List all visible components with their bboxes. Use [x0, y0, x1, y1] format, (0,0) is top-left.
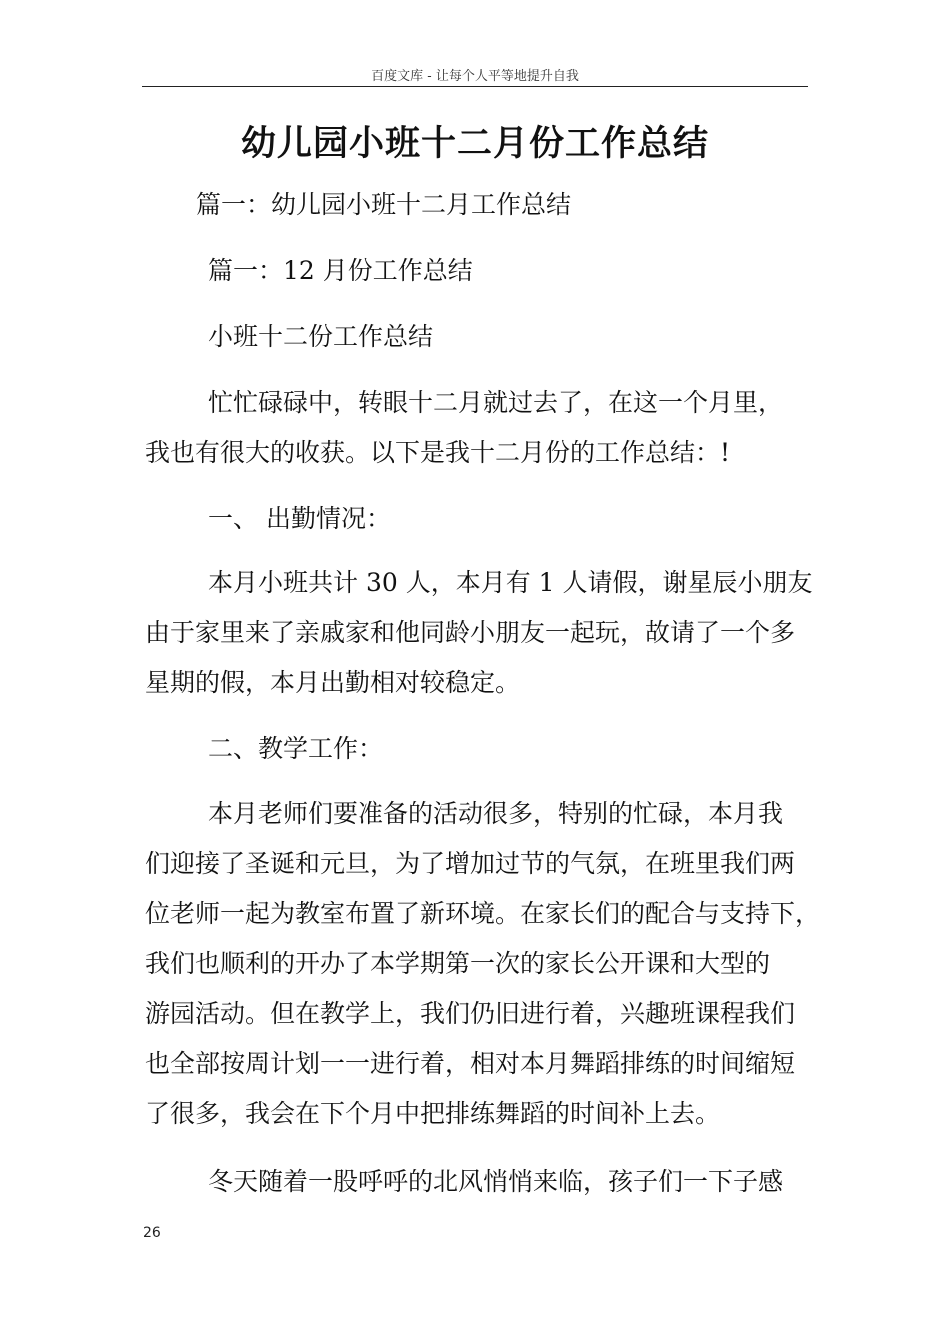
paragraph-line: 也全部按周计划一一进行着，相对本月舞蹈排练的时间缩短: [145, 1049, 796, 1078]
page-header: 百度文库 - 让每个人平等地提升自我: [371, 69, 579, 84]
paragraph-line: 我们也顺利的开办了本学期第一次的家长公开课和大型的: [145, 949, 771, 978]
paragraph-line: 游园活动。但在教学上，我们仍旧进行着，兴趣班课程我们: [145, 999, 796, 1028]
paragraph-line: 本月老师们要准备的活动很多，特别的忙碌，本月我: [208, 799, 784, 828]
paragraph-line: 星期的假，本月出勤相对较稳定。: [145, 668, 521, 697]
paragraph-line: 了很多，我会在下个月中把排练舞蹈的时间补上去。: [145, 1099, 721, 1128]
paragraph-line: 忙忙碌碌中，转眼十二月就过去了，在这一个月里，: [208, 388, 784, 417]
section-heading-attendance: 一、 出勤情况：: [208, 504, 391, 533]
document-title: 幼儿园小班十二月份工作总结: [240, 123, 709, 164]
paragraph-line: 们迎接了圣诞和元旦，为了增加过节的气氛，在班里我们两: [145, 849, 796, 878]
header-divider: [142, 86, 808, 87]
subtitle-1: 篇一：幼儿园小班十二月工作总结: [196, 190, 572, 219]
page-number: 26: [143, 1225, 161, 1241]
paragraph-line: 本月小班共计 30 人，本月有 1 人请假，谢星辰小朋友: [208, 568, 813, 597]
winter-paragraph: [145, 1157, 811, 1207]
paragraph-line: 冬天随着一股呼呼的北风悄悄来临，孩子们一下子感: [208, 1167, 784, 1196]
paragraph-line: 由于家里来了亲戚家和他同龄小朋友一起玩，故请了一个多: [145, 618, 796, 647]
teaching-paragraph: [145, 789, 821, 1139]
intro-paragraph: [145, 378, 811, 478]
attendance-paragraph: [145, 558, 811, 708]
subtitle-3: 小班十二份工作总结: [208, 322, 434, 351]
section-heading-teaching: 二、教学工作：: [208, 734, 384, 763]
paragraph-line: 位老师一起为教室布置了新环境。在家长们的配合与支持下，: [145, 899, 821, 928]
paragraph-line: 我也有很大的收获。以下是我十二月份的工作总结：!: [145, 438, 731, 467]
subtitle-2: 篇一：12 月份工作总结: [208, 256, 473, 285]
